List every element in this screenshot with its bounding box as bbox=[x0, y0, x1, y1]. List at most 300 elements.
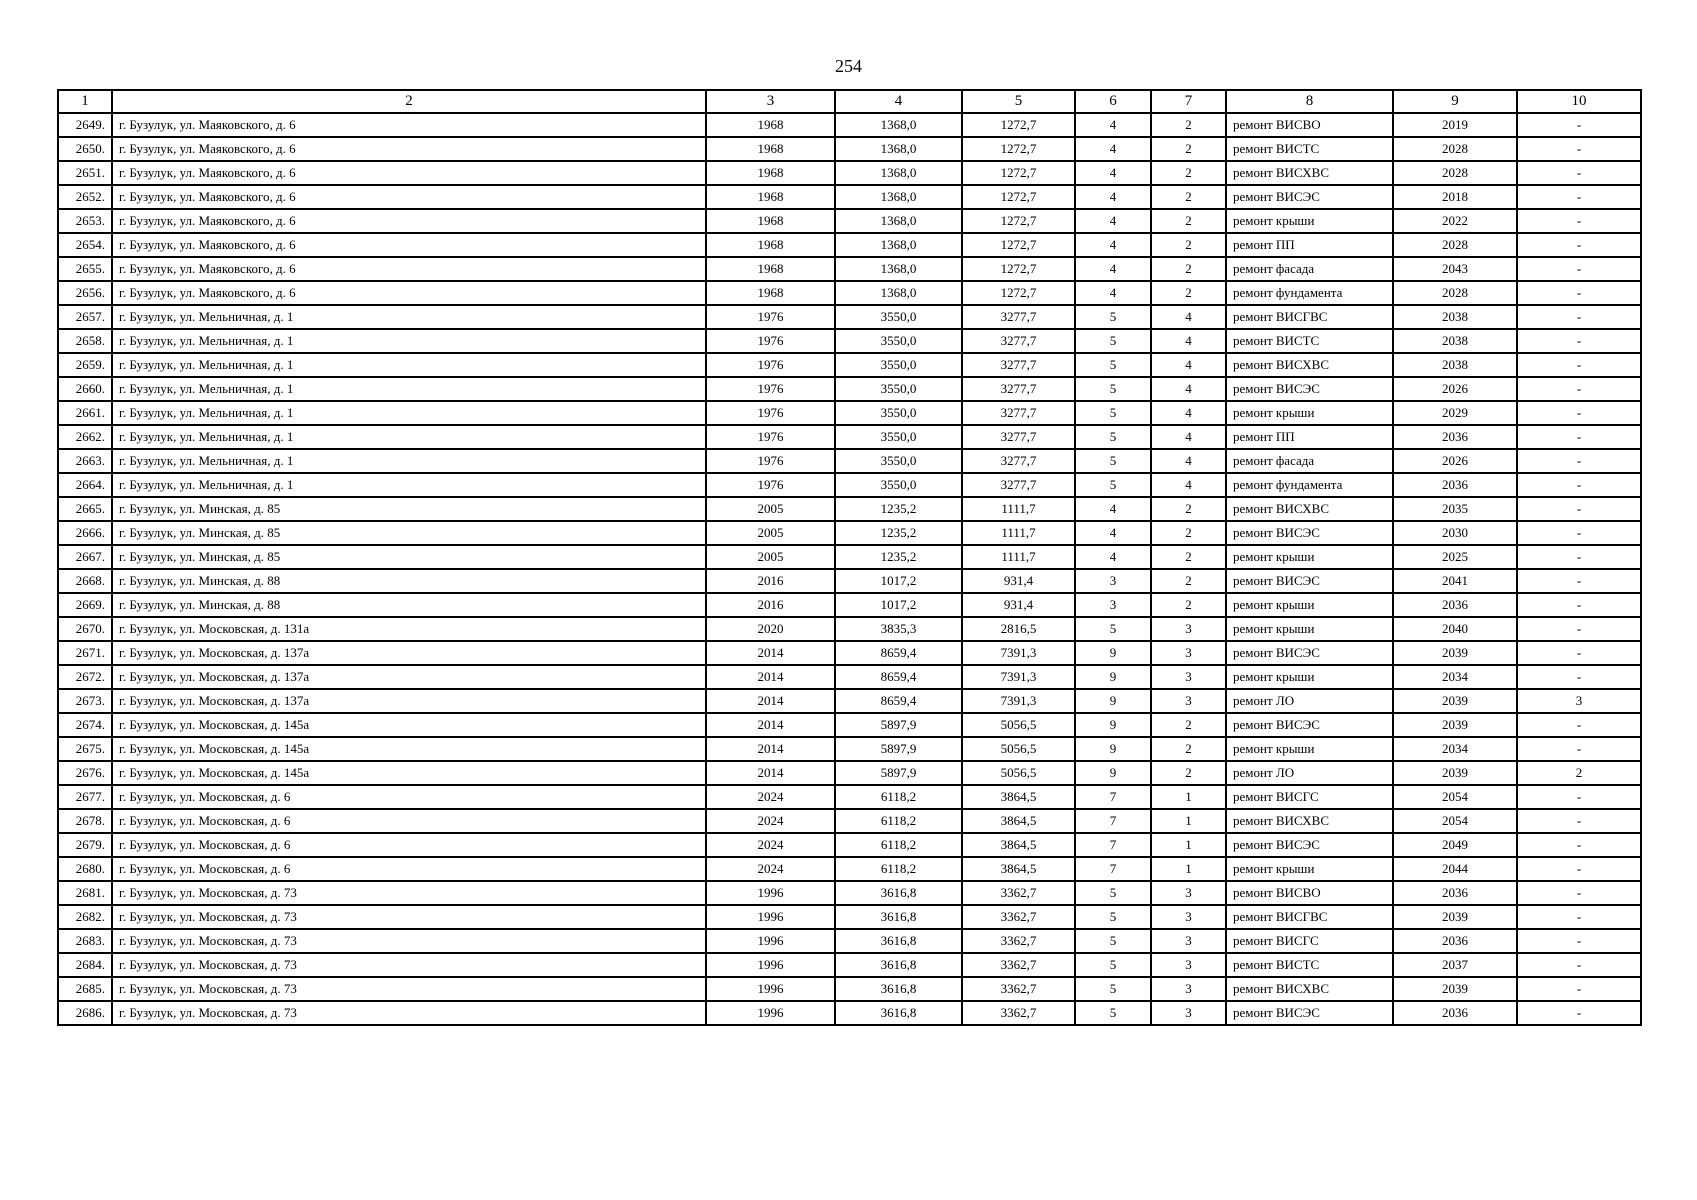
work-type-cell: ремонт ЛО bbox=[1226, 761, 1393, 785]
address-cell: г. Бузулук, ул. Маяковского, д. 6 bbox=[112, 113, 706, 137]
total-area-cell: 3550,0 bbox=[835, 305, 962, 329]
living-area-cell: 1272,7 bbox=[962, 113, 1075, 137]
column-header: 10 bbox=[1517, 90, 1641, 113]
note-cell: - bbox=[1517, 833, 1641, 857]
row-number: 2659. bbox=[58, 353, 112, 377]
column-header: 7 bbox=[1151, 90, 1226, 113]
entrances-cell: 2 bbox=[1151, 521, 1226, 545]
living-area-cell: 1111,7 bbox=[962, 497, 1075, 521]
table-row bbox=[58, 257, 1641, 281]
year-cell: 2014 bbox=[706, 713, 835, 737]
note-cell: - bbox=[1517, 497, 1641, 521]
row-number: 2669. bbox=[58, 593, 112, 617]
entrances-cell: 2 bbox=[1151, 569, 1226, 593]
planned-year-cell: 2028 bbox=[1393, 281, 1517, 305]
column-header: 1 bbox=[58, 90, 112, 113]
entrances-cell: 1 bbox=[1151, 833, 1226, 857]
planned-year-cell: 2041 bbox=[1393, 569, 1517, 593]
row-number: 2679. bbox=[58, 833, 112, 857]
floors-cell: 5 bbox=[1075, 425, 1151, 449]
table-row bbox=[58, 737, 1641, 761]
entrances-cell: 2 bbox=[1151, 137, 1226, 161]
address-cell: г. Бузулук, ул. Маяковского, д. 6 bbox=[112, 233, 706, 257]
living-area-cell: 1272,7 bbox=[962, 233, 1075, 257]
entrances-cell: 4 bbox=[1151, 425, 1226, 449]
address-cell: г. Бузулук, ул. Московская, д. 131а bbox=[112, 617, 706, 641]
total-area-cell: 3616,8 bbox=[835, 1001, 962, 1025]
entrances-cell: 2 bbox=[1151, 113, 1226, 137]
note-cell: 2 bbox=[1517, 761, 1641, 785]
living-area-cell: 3277,7 bbox=[962, 377, 1075, 401]
table-row bbox=[58, 449, 1641, 473]
year-cell: 2024 bbox=[706, 833, 835, 857]
floors-cell: 9 bbox=[1075, 737, 1151, 761]
total-area-cell: 1368,0 bbox=[835, 233, 962, 257]
floors-cell: 9 bbox=[1075, 641, 1151, 665]
floors-cell: 7 bbox=[1075, 857, 1151, 881]
work-type-cell: ремонт крыши bbox=[1226, 209, 1393, 233]
planned-year-cell: 2026 bbox=[1393, 377, 1517, 401]
address-cell: г. Бузулук, ул. Маяковского, д. 6 bbox=[112, 161, 706, 185]
floors-cell: 5 bbox=[1075, 905, 1151, 929]
planned-year-cell: 2028 bbox=[1393, 233, 1517, 257]
year-cell: 1976 bbox=[706, 425, 835, 449]
work-type-cell: ремонт крыши bbox=[1226, 665, 1393, 689]
year-cell: 1976 bbox=[706, 377, 835, 401]
note-cell: - bbox=[1517, 257, 1641, 281]
note-cell: - bbox=[1517, 953, 1641, 977]
column-header: 9 bbox=[1393, 90, 1517, 113]
work-type-cell: ремонт ВИСЭС bbox=[1226, 641, 1393, 665]
year-cell: 2016 bbox=[706, 593, 835, 617]
note-cell: - bbox=[1517, 185, 1641, 209]
table-row bbox=[58, 857, 1641, 881]
work-type-cell: ремонт ВИСЭС bbox=[1226, 833, 1393, 857]
note-cell: - bbox=[1517, 473, 1641, 497]
row-number: 2682. bbox=[58, 905, 112, 929]
living-area-cell: 7391,3 bbox=[962, 641, 1075, 665]
work-type-cell: ремонт крыши bbox=[1226, 617, 1393, 641]
row-number: 2673. bbox=[58, 689, 112, 713]
address-cell: г. Бузулук, ул. Маяковского, д. 6 bbox=[112, 137, 706, 161]
floors-cell: 4 bbox=[1075, 185, 1151, 209]
address-cell: г. Бузулук, ул. Мельничная, д. 1 bbox=[112, 401, 706, 425]
address-cell: г. Бузулук, ул. Московская, д. 145а bbox=[112, 761, 706, 785]
row-number: 2672. bbox=[58, 665, 112, 689]
table-row bbox=[58, 545, 1641, 569]
row-number: 2649. bbox=[58, 113, 112, 137]
year-cell: 2014 bbox=[706, 737, 835, 761]
total-area-cell: 1368,0 bbox=[835, 185, 962, 209]
living-area-cell: 3277,7 bbox=[962, 329, 1075, 353]
entrances-cell: 3 bbox=[1151, 689, 1226, 713]
planned-year-cell: 2036 bbox=[1393, 473, 1517, 497]
work-type-cell: ремонт крыши bbox=[1226, 593, 1393, 617]
address-cell: г. Бузулук, ул. Московская, д. 6 bbox=[112, 857, 706, 881]
year-cell: 1976 bbox=[706, 449, 835, 473]
planned-year-cell: 2044 bbox=[1393, 857, 1517, 881]
year-cell: 1996 bbox=[706, 905, 835, 929]
note-cell: - bbox=[1517, 545, 1641, 569]
living-area-cell: 1272,7 bbox=[962, 281, 1075, 305]
planned-year-cell: 2018 bbox=[1393, 185, 1517, 209]
table-row bbox=[58, 977, 1641, 1001]
floors-cell: 4 bbox=[1075, 161, 1151, 185]
planned-year-cell: 2037 bbox=[1393, 953, 1517, 977]
planned-year-cell: 2039 bbox=[1393, 761, 1517, 785]
note-cell: - bbox=[1517, 617, 1641, 641]
page-number: 254 bbox=[835, 56, 862, 76]
note-cell: - bbox=[1517, 737, 1641, 761]
note-cell: - bbox=[1517, 593, 1641, 617]
row-number: 2676. bbox=[58, 761, 112, 785]
table-row bbox=[58, 761, 1641, 785]
total-area-cell: 3550,0 bbox=[835, 449, 962, 473]
living-area-cell: 7391,3 bbox=[962, 689, 1075, 713]
planned-year-cell: 2054 bbox=[1393, 809, 1517, 833]
floors-cell: 7 bbox=[1075, 809, 1151, 833]
planned-year-cell: 2038 bbox=[1393, 353, 1517, 377]
address-cell: г. Бузулук, ул. Мельничная, д. 1 bbox=[112, 449, 706, 473]
row-number: 2650. bbox=[58, 137, 112, 161]
work-type-cell: ремонт крыши bbox=[1226, 545, 1393, 569]
planned-year-cell: 2038 bbox=[1393, 329, 1517, 353]
table-row bbox=[58, 1001, 1641, 1025]
table-header bbox=[58, 90, 1641, 113]
total-area-cell: 1368,0 bbox=[835, 137, 962, 161]
table-row bbox=[58, 641, 1641, 665]
note-cell: - bbox=[1517, 137, 1641, 161]
entrances-cell: 3 bbox=[1151, 641, 1226, 665]
row-number: 2681. bbox=[58, 881, 112, 905]
year-cell: 2005 bbox=[706, 521, 835, 545]
work-type-cell: ремонт крыши bbox=[1226, 401, 1393, 425]
year-cell: 1996 bbox=[706, 953, 835, 977]
total-area-cell: 3550,0 bbox=[835, 329, 962, 353]
entrances-cell: 3 bbox=[1151, 1001, 1226, 1025]
living-area-cell: 3277,7 bbox=[962, 401, 1075, 425]
total-area-cell: 3616,8 bbox=[835, 977, 962, 1001]
table-row bbox=[58, 617, 1641, 641]
living-area-cell: 931,4 bbox=[962, 569, 1075, 593]
planned-year-cell: 2039 bbox=[1393, 977, 1517, 1001]
entrances-cell: 4 bbox=[1151, 353, 1226, 377]
note-cell: - bbox=[1517, 665, 1641, 689]
work-type-cell: ремонт ВИСЭС bbox=[1226, 521, 1393, 545]
entrances-cell: 1 bbox=[1151, 809, 1226, 833]
total-area-cell: 3616,8 bbox=[835, 929, 962, 953]
total-area-cell: 6118,2 bbox=[835, 857, 962, 881]
total-area-cell: 1017,2 bbox=[835, 569, 962, 593]
floors-cell: 4 bbox=[1075, 281, 1151, 305]
column-header: 2 bbox=[112, 90, 706, 113]
living-area-cell: 1272,7 bbox=[962, 257, 1075, 281]
note-cell: - bbox=[1517, 569, 1641, 593]
table-row bbox=[58, 233, 1641, 257]
work-type-cell: ремонт ВИСЭС bbox=[1226, 1001, 1393, 1025]
living-area-cell: 3277,7 bbox=[962, 473, 1075, 497]
address-cell: г. Бузулук, ул. Минская, д. 88 bbox=[112, 593, 706, 617]
planned-year-cell: 2019 bbox=[1393, 113, 1517, 137]
living-area-cell: 5056,5 bbox=[962, 737, 1075, 761]
row-number: 2651. bbox=[58, 161, 112, 185]
total-area-cell: 3550,0 bbox=[835, 425, 962, 449]
floors-cell: 9 bbox=[1075, 761, 1151, 785]
living-area-cell: 3277,7 bbox=[962, 353, 1075, 377]
floors-cell: 5 bbox=[1075, 473, 1151, 497]
living-area-cell: 5056,5 bbox=[962, 713, 1075, 737]
address-cell: г. Бузулук, ул. Мельничная, д. 1 bbox=[112, 425, 706, 449]
floors-cell: 3 bbox=[1075, 593, 1151, 617]
address-cell: г. Бузулук, ул. Маяковского, д. 6 bbox=[112, 209, 706, 233]
total-area-cell: 6118,2 bbox=[835, 833, 962, 857]
total-area-cell: 8659,4 bbox=[835, 665, 962, 689]
living-area-cell: 3864,5 bbox=[962, 809, 1075, 833]
note-cell: - bbox=[1517, 353, 1641, 377]
floors-cell: 5 bbox=[1075, 1001, 1151, 1025]
row-number: 2652. bbox=[58, 185, 112, 209]
work-type-cell: ремонт ВИСТС bbox=[1226, 329, 1393, 353]
note-cell: - bbox=[1517, 929, 1641, 953]
total-area-cell: 3550,0 bbox=[835, 401, 962, 425]
year-cell: 2014 bbox=[706, 641, 835, 665]
address-cell: г. Бузулук, ул. Мельничная, д. 1 bbox=[112, 353, 706, 377]
work-type-cell: ремонт ВИСЭС bbox=[1226, 185, 1393, 209]
work-type-cell: ремонт ВИСХВС bbox=[1226, 161, 1393, 185]
total-area-cell: 3550,0 bbox=[835, 377, 962, 401]
planned-year-cell: 2030 bbox=[1393, 521, 1517, 545]
note-cell: - bbox=[1517, 377, 1641, 401]
total-area-cell: 1235,2 bbox=[835, 521, 962, 545]
year-cell: 1968 bbox=[706, 257, 835, 281]
floors-cell: 7 bbox=[1075, 833, 1151, 857]
table-row bbox=[58, 689, 1641, 713]
row-number: 2668. bbox=[58, 569, 112, 593]
address-cell: г. Бузулук, ул. Московская, д. 145а bbox=[112, 713, 706, 737]
living-area-cell: 3362,7 bbox=[962, 1001, 1075, 1025]
work-type-cell: ремонт ВИСГС bbox=[1226, 929, 1393, 953]
planned-year-cell: 2040 bbox=[1393, 617, 1517, 641]
note-cell: - bbox=[1517, 329, 1641, 353]
table-row bbox=[58, 185, 1641, 209]
living-area-cell: 3864,5 bbox=[962, 785, 1075, 809]
column-header: 5 bbox=[962, 90, 1075, 113]
table-row bbox=[58, 905, 1641, 929]
row-number: 2670. bbox=[58, 617, 112, 641]
floors-cell: 4 bbox=[1075, 257, 1151, 281]
living-area-cell: 1272,7 bbox=[962, 185, 1075, 209]
row-number: 2666. bbox=[58, 521, 112, 545]
total-area-cell: 8659,4 bbox=[835, 689, 962, 713]
note-cell: - bbox=[1517, 1001, 1641, 1025]
year-cell: 1976 bbox=[706, 353, 835, 377]
year-cell: 1996 bbox=[706, 881, 835, 905]
planned-year-cell: 2038 bbox=[1393, 305, 1517, 329]
entrances-cell: 1 bbox=[1151, 785, 1226, 809]
address-cell: г. Бузулук, ул. Мельничная, д. 1 bbox=[112, 377, 706, 401]
work-type-cell: ремонт ВИСХВС bbox=[1226, 497, 1393, 521]
planned-year-cell: 2043 bbox=[1393, 257, 1517, 281]
planned-year-cell: 2029 bbox=[1393, 401, 1517, 425]
entrances-cell: 4 bbox=[1151, 473, 1226, 497]
table-row bbox=[58, 809, 1641, 833]
row-number: 2658. bbox=[58, 329, 112, 353]
note-cell: - bbox=[1517, 785, 1641, 809]
entrances-cell: 3 bbox=[1151, 905, 1226, 929]
living-area-cell: 5056,5 bbox=[962, 761, 1075, 785]
total-area-cell: 3550,0 bbox=[835, 473, 962, 497]
work-type-cell: ремонт ВИСЭС bbox=[1226, 569, 1393, 593]
entrances-cell: 3 bbox=[1151, 953, 1226, 977]
address-cell: г. Бузулук, ул. Московская, д. 145а bbox=[112, 737, 706, 761]
planned-year-cell: 2039 bbox=[1393, 641, 1517, 665]
table-row bbox=[58, 833, 1641, 857]
floors-cell: 4 bbox=[1075, 545, 1151, 569]
entrances-cell: 2 bbox=[1151, 737, 1226, 761]
entrances-cell: 1 bbox=[1151, 857, 1226, 881]
address-cell: г. Бузулук, ул. Московская, д. 73 bbox=[112, 977, 706, 1001]
floors-cell: 7 bbox=[1075, 785, 1151, 809]
row-number: 2671. bbox=[58, 641, 112, 665]
column-header: 3 bbox=[706, 90, 835, 113]
planned-year-cell: 2036 bbox=[1393, 1001, 1517, 1025]
work-type-cell: ремонт крыши bbox=[1226, 857, 1393, 881]
year-cell: 1968 bbox=[706, 113, 835, 137]
entrances-cell: 2 bbox=[1151, 257, 1226, 281]
address-cell: г. Бузулук, ул. Минская, д. 85 bbox=[112, 521, 706, 545]
living-area-cell: 3277,7 bbox=[962, 449, 1075, 473]
work-type-cell: ремонт фасада bbox=[1226, 257, 1393, 281]
address-cell: г. Бузулук, ул. Московская, д. 73 bbox=[112, 881, 706, 905]
total-area-cell: 6118,2 bbox=[835, 785, 962, 809]
living-area-cell: 1272,7 bbox=[962, 209, 1075, 233]
row-number: 2663. bbox=[58, 449, 112, 473]
total-area-cell: 5897,9 bbox=[835, 761, 962, 785]
note-cell: - bbox=[1517, 209, 1641, 233]
planned-year-cell: 2036 bbox=[1393, 929, 1517, 953]
year-cell: 1976 bbox=[706, 473, 835, 497]
entrances-cell: 2 bbox=[1151, 161, 1226, 185]
address-cell: г. Бузулук, ул. Минская, д. 85 bbox=[112, 545, 706, 569]
work-type-cell: ремонт ВИСВО bbox=[1226, 113, 1393, 137]
note-cell: - bbox=[1517, 161, 1641, 185]
living-area-cell: 3362,7 bbox=[962, 929, 1075, 953]
register-table bbox=[57, 89, 1642, 1026]
total-area-cell: 3616,8 bbox=[835, 905, 962, 929]
living-area-cell: 3864,5 bbox=[962, 857, 1075, 881]
table-row bbox=[58, 929, 1641, 953]
year-cell: 2005 bbox=[706, 545, 835, 569]
address-cell: г. Бузулук, ул. Мельничная, д. 1 bbox=[112, 473, 706, 497]
entrances-cell: 4 bbox=[1151, 377, 1226, 401]
floors-cell: 4 bbox=[1075, 137, 1151, 161]
total-area-cell: 1235,2 bbox=[835, 545, 962, 569]
table-row bbox=[58, 353, 1641, 377]
floors-cell: 5 bbox=[1075, 377, 1151, 401]
work-type-cell: ремонт фасада bbox=[1226, 449, 1393, 473]
column-header: 8 bbox=[1226, 90, 1393, 113]
table-body bbox=[58, 113, 1641, 1025]
address-cell: г. Бузулук, ул. Московская, д. 73 bbox=[112, 953, 706, 977]
planned-year-cell: 2036 bbox=[1393, 425, 1517, 449]
entrances-cell: 2 bbox=[1151, 281, 1226, 305]
entrances-cell: 3 bbox=[1151, 665, 1226, 689]
year-cell: 1976 bbox=[706, 401, 835, 425]
column-header: 4 bbox=[835, 90, 962, 113]
total-area-cell: 3616,8 bbox=[835, 953, 962, 977]
floors-cell: 4 bbox=[1075, 113, 1151, 137]
table-row bbox=[58, 521, 1641, 545]
planned-year-cell: 2034 bbox=[1393, 665, 1517, 689]
work-type-cell: ремонт ВИСГВС bbox=[1226, 905, 1393, 929]
entrances-cell: 2 bbox=[1151, 185, 1226, 209]
planned-year-cell: 2028 bbox=[1393, 137, 1517, 161]
note-cell: - bbox=[1517, 281, 1641, 305]
entrances-cell: 2 bbox=[1151, 761, 1226, 785]
living-area-cell: 1272,7 bbox=[962, 137, 1075, 161]
row-number: 2678. bbox=[58, 809, 112, 833]
note-cell: 3 bbox=[1517, 689, 1641, 713]
entrances-cell: 3 bbox=[1151, 929, 1226, 953]
header-row bbox=[58, 90, 1641, 113]
floors-cell: 5 bbox=[1075, 929, 1151, 953]
address-cell: г. Бузулук, ул. Мельничная, д. 1 bbox=[112, 305, 706, 329]
address-cell: г. Бузулук, ул. Минская, д. 85 bbox=[112, 497, 706, 521]
living-area-cell: 3864,5 bbox=[962, 833, 1075, 857]
note-cell: - bbox=[1517, 857, 1641, 881]
row-number: 2656. bbox=[58, 281, 112, 305]
floors-cell: 9 bbox=[1075, 713, 1151, 737]
year-cell: 1968 bbox=[706, 185, 835, 209]
work-type-cell: ремонт ВИСЭС bbox=[1226, 713, 1393, 737]
year-cell: 1968 bbox=[706, 137, 835, 161]
note-cell: - bbox=[1517, 881, 1641, 905]
planned-year-cell: 2054 bbox=[1393, 785, 1517, 809]
floors-cell: 5 bbox=[1075, 449, 1151, 473]
table-row bbox=[58, 665, 1641, 689]
table-row bbox=[58, 161, 1641, 185]
row-number: 2686. bbox=[58, 1001, 112, 1025]
entrances-cell: 3 bbox=[1151, 881, 1226, 905]
total-area-cell: 1368,0 bbox=[835, 161, 962, 185]
work-type-cell: ремонт ПП bbox=[1226, 233, 1393, 257]
row-number: 2680. bbox=[58, 857, 112, 881]
floors-cell: 5 bbox=[1075, 977, 1151, 1001]
floors-cell: 5 bbox=[1075, 305, 1151, 329]
table-row bbox=[58, 497, 1641, 521]
row-number: 2662. bbox=[58, 425, 112, 449]
row-number: 2665. bbox=[58, 497, 112, 521]
table-row bbox=[58, 953, 1641, 977]
living-area-cell: 3277,7 bbox=[962, 305, 1075, 329]
work-type-cell: ремонт фундамента bbox=[1226, 281, 1393, 305]
entrances-cell: 3 bbox=[1151, 977, 1226, 1001]
work-type-cell: ремонт ПП bbox=[1226, 425, 1393, 449]
total-area-cell: 1235,2 bbox=[835, 497, 962, 521]
note-cell: - bbox=[1517, 233, 1641, 257]
table-row bbox=[58, 473, 1641, 497]
floors-cell: 5 bbox=[1075, 329, 1151, 353]
note-cell: - bbox=[1517, 425, 1641, 449]
floors-cell: 3 bbox=[1075, 569, 1151, 593]
work-type-cell: ремонт ЛО bbox=[1226, 689, 1393, 713]
address-cell: г. Бузулук, ул. Московская, д. 137а bbox=[112, 641, 706, 665]
year-cell: 2016 bbox=[706, 569, 835, 593]
address-cell: г. Бузулук, ул. Московская, д. 73 bbox=[112, 905, 706, 929]
work-type-cell: ремонт ВИСХВС bbox=[1226, 977, 1393, 1001]
entrances-cell: 2 bbox=[1151, 233, 1226, 257]
work-type-cell: ремонт ВИСВО bbox=[1226, 881, 1393, 905]
